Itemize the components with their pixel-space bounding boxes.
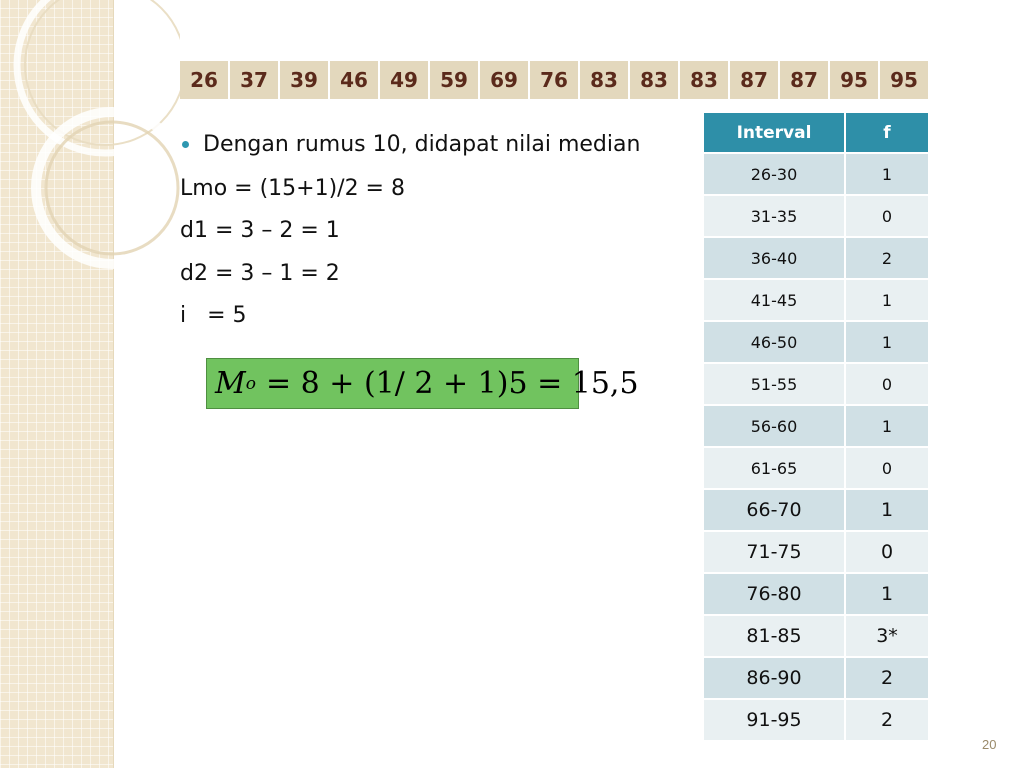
frequency-cell: 3* <box>845 615 928 657</box>
data-cell: 46 <box>330 61 378 99</box>
data-cell: 59 <box>430 61 478 99</box>
table-row <box>704 279 928 321</box>
frequency-cell: 2 <box>845 699 928 741</box>
data-cell: 95 <box>880 61 928 99</box>
frequency-cell: 0 <box>845 531 928 573</box>
table-row <box>704 237 928 279</box>
d2-line: d2 = 3 – 1 = 2 <box>180 261 340 286</box>
frequency-cell: 1 <box>845 405 928 447</box>
data-cell: 76 <box>530 61 578 99</box>
table-row <box>704 657 928 699</box>
table-row <box>704 363 928 405</box>
interval-cell: 86-90 <box>704 657 845 699</box>
interval-cell: 76-80 <box>704 573 845 615</box>
table-row <box>704 489 928 531</box>
interval-cell: 31-35 <box>704 195 845 237</box>
data-cell: 95 <box>830 61 878 99</box>
table-row <box>704 447 928 489</box>
formula-subscript: o <box>245 373 256 394</box>
data-cell: 87 <box>730 61 778 99</box>
data-cell: 83 <box>630 61 678 99</box>
table-row <box>704 321 928 363</box>
frequency-cell: 1 <box>845 279 928 321</box>
formula-rhs: = 8 + (1/ 2 + 1)5 = 15,5 <box>265 366 639 401</box>
interval-width-line: i = 5 <box>180 303 247 328</box>
formula-variable: M <box>215 366 246 401</box>
interval-header: Interval <box>704 113 845 153</box>
decorative-sidebar <box>0 0 114 768</box>
data-cell: 83 <box>580 61 628 99</box>
interval-cell: 61-65 <box>704 447 845 489</box>
decorative-rings <box>0 0 180 300</box>
interval-cell: 46-50 <box>704 321 845 363</box>
interval-cell: 66-70 <box>704 489 845 531</box>
bullet-text: Dengan rumus 10, didapat nilai median <box>203 132 641 157</box>
interval-cell: 36-40 <box>704 237 845 279</box>
frequency-cell: 1 <box>845 489 928 531</box>
table-row <box>704 195 928 237</box>
interval-cell: 91-95 <box>704 699 845 741</box>
interval-cell: 81-85 <box>704 615 845 657</box>
page-number: 20 <box>982 737 997 752</box>
frequency-cell: 1 <box>845 573 928 615</box>
interval-cell: 71-75 <box>704 531 845 573</box>
d1-line: d1 = 3 – 2 = 1 <box>180 218 340 243</box>
frequency-cell: 0 <box>845 195 928 237</box>
lmo-line: Lmo = (15+1)/2 = 8 <box>180 176 405 201</box>
table-row <box>704 573 928 615</box>
interval-cell: 41-45 <box>704 279 845 321</box>
table-row <box>704 405 928 447</box>
data-cell: 49 <box>380 61 428 99</box>
table-row <box>704 531 928 573</box>
frequency-header: f <box>845 113 928 153</box>
table-row <box>704 699 928 741</box>
frequency-cell: 0 <box>845 363 928 405</box>
bullet-icon <box>182 141 189 148</box>
frequency-table <box>704 113 928 742</box>
data-cell: 87 <box>780 61 828 99</box>
sorted-data-row <box>180 61 928 99</box>
interval-cell: 51-55 <box>704 363 845 405</box>
data-cell: 83 <box>680 61 728 99</box>
frequency-cell: 1 <box>845 321 928 363</box>
mode-formula <box>206 358 639 409</box>
data-cell: 37 <box>230 61 278 99</box>
frequency-cell: 1 <box>845 153 928 195</box>
interval-cell: 56-60 <box>704 405 845 447</box>
table-row <box>704 615 928 657</box>
table-row <box>704 153 928 195</box>
frequency-cell: 0 <box>845 447 928 489</box>
frequency-cell: 2 <box>845 657 928 699</box>
data-cell: 39 <box>280 61 328 99</box>
frequency-cell: 2 <box>845 237 928 279</box>
data-cell: 69 <box>480 61 528 99</box>
data-cell: 26 <box>180 61 228 99</box>
interval-cell: 26-30 <box>704 153 845 195</box>
bullet-item <box>188 132 640 157</box>
